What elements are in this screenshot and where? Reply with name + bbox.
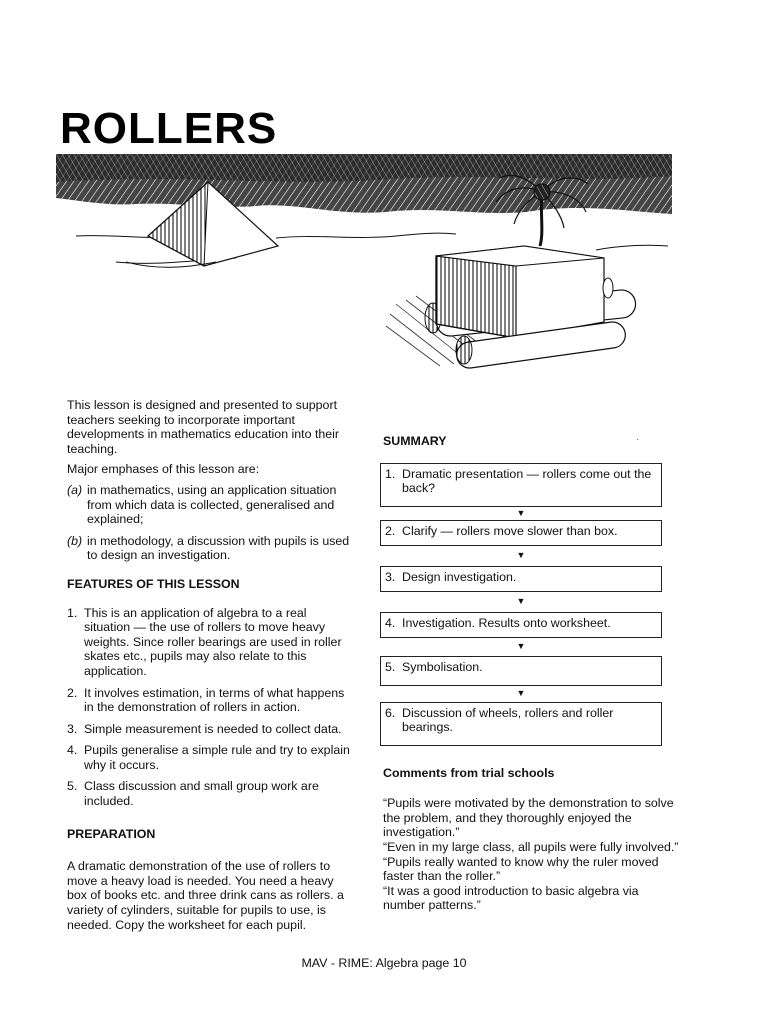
- step-text: Discussion of wheels, rollers and roller bearings.: [402, 705, 614, 735]
- down-arrow-icon: ▼: [516, 507, 526, 518]
- emphasis-text: in mathematics, using an application situation from which data is collected, generalised and explained;: [87, 482, 337, 527]
- features-heading: FEATURES OF THIS LESSON: [67, 576, 240, 591]
- list-item: [67, 606, 352, 679]
- quote: “It was a good introduction to basic algebra via number patterns.”: [383, 883, 639, 913]
- step-text: Design investigation.: [402, 569, 517, 584]
- comments-heading: Comments from trial schools: [383, 765, 555, 780]
- item-text: Class discussion and small group work are included.: [84, 779, 319, 809]
- emphasis-item: [67, 534, 352, 563]
- item-text: This is an application of algebra to a real situation — the use of rollers to move heavy weights. Since roller bearings are used in roller skates etc., pupils may also relate to this application.: [84, 605, 342, 678]
- step-number: 1.: [385, 466, 396, 481]
- page-title: ROLLERS: [60, 104, 278, 153]
- right-column: [380, 430, 680, 913]
- emphasis-label: (a): [67, 482, 83, 497]
- summary-heading: SUMMARY: [383, 434, 447, 448]
- item-number: 2.: [67, 685, 78, 700]
- list-item: [67, 779, 352, 808]
- stray-dot: ·: [636, 434, 640, 445]
- summary-step: [380, 520, 662, 546]
- item-number: 1.: [67, 605, 78, 620]
- emphasis-item: [67, 483, 352, 527]
- summary-step: [380, 702, 662, 746]
- summary-step: [380, 656, 662, 686]
- rollers-illustration: [56, 154, 672, 386]
- item-text: Simple measurement is needed to collect data.: [84, 721, 342, 736]
- sky-band: [56, 154, 672, 214]
- block-on-rollers: [425, 246, 637, 370]
- page-footer: MAV - RIME: Algebra page 10: [301, 956, 467, 970]
- emphases-lead: Major emphases of this lesson are:: [67, 462, 260, 477]
- list-item: [67, 743, 352, 772]
- summary-step: [380, 463, 662, 507]
- item-number: 4.: [67, 743, 78, 758]
- down-arrow-icon: ▼: [516, 687, 526, 698]
- step-text: Investigation. Results onto worksheet.: [402, 615, 611, 630]
- intro-paragraph: This lesson is designed and presented to support teachers seeking to incorporate important developments in mathematics education into their teaching.: [67, 398, 340, 456]
- summary-step: [380, 612, 662, 638]
- step-number: 6.: [385, 705, 396, 720]
- comments-quotes: [383, 796, 680, 913]
- step-text: Dramatic presentation — rollers come out the back?: [402, 466, 652, 496]
- down-arrow-icon: ▼: [516, 595, 526, 606]
- item-number: 3.: [67, 721, 78, 736]
- step-text: Clarify — rollers move slower than box.: [402, 523, 618, 538]
- quote: “Pupils were motivated by the demonstration to solve the problem, and they thoroughly enjoyed the investigation.”: [383, 796, 674, 840]
- summary-step: [380, 566, 662, 592]
- item-number: 5.: [67, 779, 78, 794]
- features-list: [67, 606, 352, 809]
- down-arrow-icon: ▼: [516, 549, 526, 560]
- list-item: [67, 686, 352, 715]
- emphasis-text: in methodology, a discussion with pupils is used to design an investigation.: [87, 533, 350, 563]
- step-number: 3.: [385, 569, 396, 584]
- item-text: Pupils generalise a simple rule and try to explain why it occurs.: [84, 743, 350, 772]
- item-text: It involves estimation, in terms of what happens in the demonstration of rollers in action.: [84, 685, 345, 715]
- list-item: [67, 722, 352, 737]
- preparation-heading: PREPARATION: [67, 826, 156, 841]
- step-text: Symbolisation.: [402, 659, 483, 674]
- down-arrow-icon: ▼: [516, 640, 526, 651]
- quote: “Pupils really wanted to know why the ruler moved faster than the roller.”: [383, 854, 659, 884]
- step-number: 2.: [385, 523, 396, 538]
- emphasis-label: (b): [67, 533, 83, 548]
- step-number: 4.: [385, 615, 396, 630]
- quote: “Even in my large class, all pupils were fully involved.”: [383, 839, 679, 854]
- left-column: [67, 398, 352, 938]
- step-number: 5.: [385, 659, 396, 674]
- preparation-text: A dramatic demonstration of the use of rollers to move a heavy load is needed. You need a heavy box of books etc. and three drink cans as rollers. a variety of cylinders, suitable for pupils to use, is needed. Copy the worksheet for each pupil.: [67, 859, 344, 932]
